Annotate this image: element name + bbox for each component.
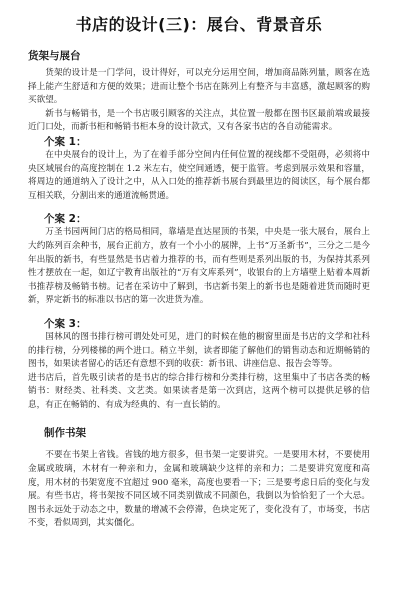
case-2-heading: 个案 2：	[44, 213, 87, 226]
section-case-2	[28, 212, 370, 226]
case-1-heading: 个案 1：	[44, 135, 87, 148]
paragraph-case-1: 在中央展台的设计上，为了在着手部分空间内任何位置的视线都不受阻碍，必须将中央区域展台的高度控制在 1.2 米左右，使空间通透，便于监管。考虑到展示效果和容量，将周边的通道纳入了设计之中，从入口处的推荐新书展台到最里边的阅读区，每个展台都互相关联，分割出来的通道流畅贯通。	[28, 149, 370, 201]
paragraph-case-2: 万圣书园两间门店的格局相同，靠墙是直达屋顶的书架，中央是一张大展台，展台上大约陈列百余种书，展台正前方，放有一个小小的展牌，上书“万圣新书”，三分之二是今年出版的新书，有些显然是书店着力推荐的书，而有些则是系列出版的书，为保持其系列性才摆放在一起，如辽宁教育出版社的“万有文库系列”，收银台的上方墙壁上贴着本周新书推荐榜及畅销书榜。记者在采访中了解到，书店新书架上的新书也是随着进货而随时更新，界定新书的标准以书店的第一次进货为准。	[28, 227, 370, 306]
section-shelf	[28, 49, 370, 135]
paragraph-shelf-2: 新书与畅销书，是一个书店吸引顾客的关注点，其位置一般都在图书区最前端或最接近门口处，而新书柜和畅销书柜本身的设计款式，又有各家书店的各自动能需求。	[28, 108, 370, 133]
case-3-heading: 个案 3：	[44, 317, 87, 330]
section-case-1	[28, 135, 370, 149]
paragraph-case-3-2: 进书店后，首先吸引读者的是书店的综合排行榜和分类排行榜，这里集中了书店各类的畅销书：财经类、社科类、文艺类。如果读者是第一次到店，这两个榜可以提供足够的信息，有正在畅销的、有成为经典的、有一直长销的。	[28, 372, 370, 410]
section-case-3	[28, 317, 370, 331]
paragraph-make-shelf: 不要在书架上省钱。省钱的地方很多，但书架一定要讲究。一是要用木材，不要使用金属或玻璃，木材有一种亲和力，金属和玻璃缺少这样的亲和力；二是要讲究宽度和高度，用木材的书架宽度不宜超过 900 毫米，高度也要看一下；三是要考虑日后的变化与发展。有些书店，将书架按不同区域不同类别做成不同颜色，我倒以为恰恰犯了一个大忌。图书永远处于动态之中，数量的增减不会停滞，色块定死了，变化没有了，市场变，书店不变，看似周到，其实僵化。	[28, 450, 370, 529]
section-make-shelf	[28, 426, 370, 440]
section-heading-shelf: 货架与展台	[28, 50, 81, 62]
page-title: 书店的设计(三)：展台、背景音乐	[75, 15, 323, 34]
make-shelf-heading: 制作书架	[44, 427, 86, 440]
paragraph-shelf-1: 货架的设计是一门学问，设计得好，可以充分运用空间，增加商品陈列量，顾客在选择上能产生舒适和方便的效果；进而让整个书店在陈列上有整齐与丰富感，激起顾客的购买欲望。	[28, 68, 370, 106]
paragraph-case-3-1: 国林风的图书排行榜可谓处处可见，进门的时候在他的橱窗里面是书店的文学和社科的排行榜，分列楼梯的两个进口。稍立半刻，读者即能了解他们的销售动态和近期畅销的图书，如果读者留心的话还有意想不到的收获：新书讯、讲座信息、报告会等等。	[28, 331, 370, 370]
